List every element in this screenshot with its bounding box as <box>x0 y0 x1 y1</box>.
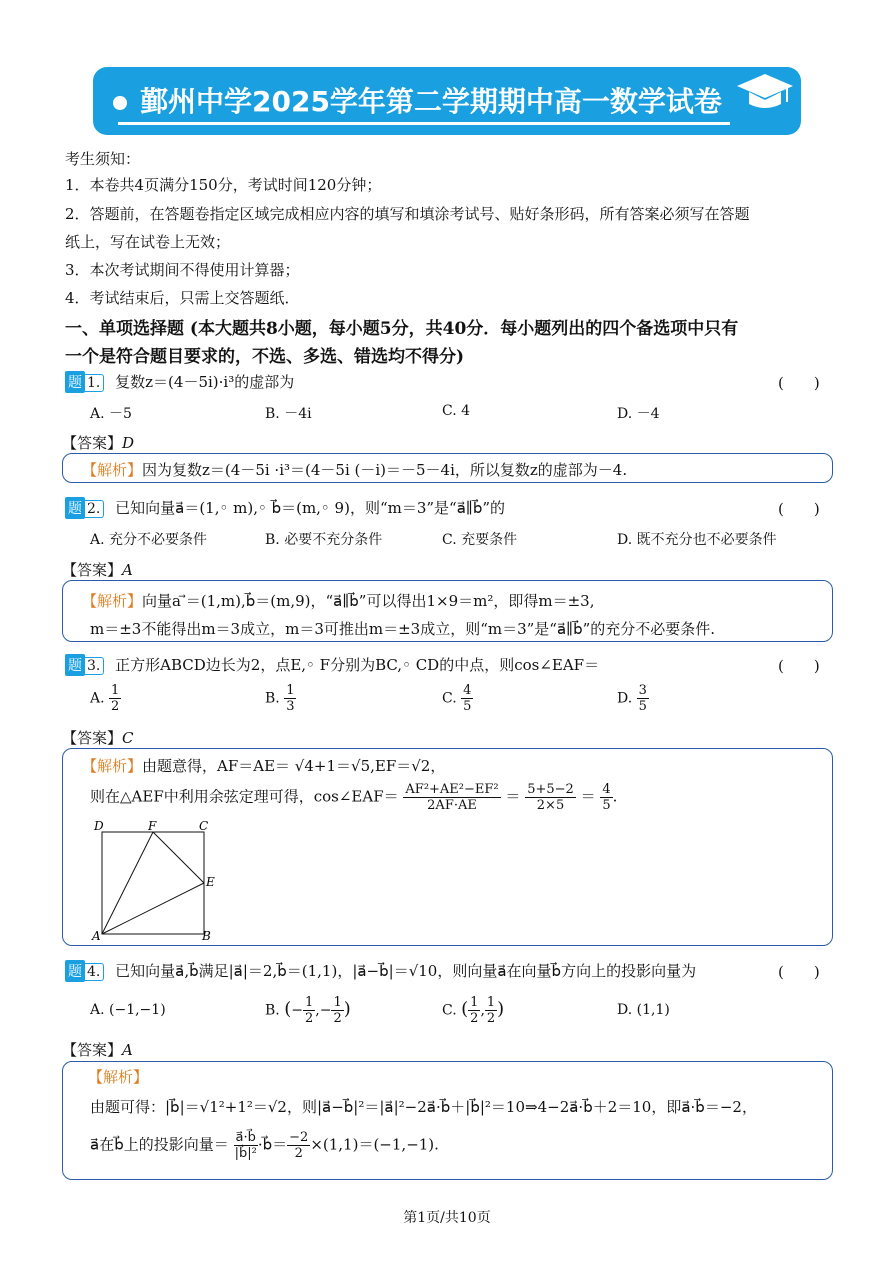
answer-label: 【答案】 <box>62 561 123 579</box>
graduation-cap-icon <box>735 70 795 116</box>
analysis-box <box>62 1061 833 1180</box>
question-badge: 题 <box>65 654 85 676</box>
analysis-label: 【解析】 <box>82 592 143 610</box>
page-title: 鄞州中学2025学年第二学期期中高一数学试卷 <box>140 85 722 118</box>
answer-paren: ( ) <box>778 374 820 392</box>
option-label: C. <box>442 1002 457 1019</box>
fraction-numerator: 4 <box>602 782 611 797</box>
answer-line <box>62 1039 133 1060</box>
analysis-text: 由题可得：|b⃗|＝√1²+1²＝√2，则|a⃗−b⃗|²＝|a⃗|²−2a⃗·b⃗＋|b⃗|²＝10⇒4−2a⃗·b⃗＋2＝10，即a⃗·b⃗＝−2， <box>90 1098 757 1116</box>
question-1 <box>65 371 294 393</box>
option-numerator: 1 <box>286 683 295 698</box>
notice-item: 纸上，写在试卷上无效； <box>65 233 231 251</box>
question-stem: 已知向量a⃗＝(1,◦ m),◦ b⃗＝(m,◦ 9)，则“m＝3”是“a⃗∥b⃗”的 <box>115 499 506 517</box>
question-badge: 题 <box>65 497 85 519</box>
notice-item: 3．本次考试期间不得使用计算器； <box>65 261 300 279</box>
fraction-denominator: |b⃗|² <box>234 1146 257 1161</box>
analysis-label: 【解析】 <box>82 461 143 479</box>
question-stem: 复数z＝(4－5i)·i³的虚部为 <box>115 373 295 391</box>
fraction-denominator: 2×5 <box>536 798 565 813</box>
fraction-denominator: 2 <box>294 1146 303 1161</box>
fraction-denominator: 2AF·AE <box>427 798 477 813</box>
option-d: D. －4 <box>617 406 660 422</box>
analysis-body: 由题意得，AF＝AE＝ √4+1＝√5,EF＝√2， <box>142 757 446 775</box>
notice-item: 1．本卷共4页满分150分，考试时间120分钟； <box>65 176 382 194</box>
banner-underline <box>118 122 730 125</box>
answer-paren: ( ) <box>778 963 820 981</box>
option-a <box>90 683 121 714</box>
question-badge: 题 <box>65 960 85 982</box>
answer-value: C <box>122 729 134 747</box>
analysis-formula <box>90 1130 439 1161</box>
label-c: C <box>199 819 209 833</box>
answer-label: 【答案】 <box>62 434 123 452</box>
label-f: F <box>148 819 157 833</box>
question-4 <box>65 960 696 982</box>
answer-label: 【答案】 <box>62 1041 123 1059</box>
analysis-text <box>82 755 445 776</box>
question-stem: 已知向量a⃗,b⃗满足|a⃗|＝2,b⃗＝(1,1)，|a⃗−b⃗|＝√10，则向量a⃗在向量b⃗方向上的投影向量为 <box>115 962 697 980</box>
answer-line <box>62 559 133 580</box>
banner-dot <box>113 96 127 110</box>
label-b: B <box>202 929 211 942</box>
formula-end: ×(1,1)＝(−1,−1). <box>310 1135 439 1154</box>
analysis-text <box>82 590 594 611</box>
option-numerator: 1 <box>111 683 120 698</box>
label-d: D <box>94 819 104 833</box>
option-label: D. <box>617 690 633 707</box>
question-badge: 题 <box>65 371 85 393</box>
option-b: B. －4i <box>265 406 312 422</box>
question-number: 4. <box>83 963 104 981</box>
label-e: E <box>206 875 215 889</box>
page-footer: 第1页/共10页 <box>403 1210 491 1226</box>
analysis-body: 向量a ⃗＝(1,m),b⃗＝(m,9)，“a⃗∥b⃗”可以得出1×9＝m²，即得m＝±3, <box>142 592 595 610</box>
analysis-label: 【解析】 <box>88 1068 149 1086</box>
option-denominator: 3 <box>286 699 295 714</box>
analysis-formula: 则在△AEF中利用余弦定理可得，cos∠EAF＝ $\frac{\text{AF²+AE²−EF²}}{2AF\cdot AE}$ ＝ $\frac{5+5-2}{2\times 5}$ ＝ $\frac{4}{5}$ . <box>90 782 618 813</box>
notice-item: 2．答题前，在答题卷指定区域完成相应内容的填写和填涂考试号、贴好条形码，所有答案必须写在答题 <box>65 205 750 223</box>
answer-paren: ( ) <box>778 657 820 675</box>
option-c <box>442 683 473 714</box>
answer-label: 【答案】 <box>62 729 123 747</box>
answer-value: A <box>122 1041 133 1059</box>
option-denominator: 5 <box>463 699 472 714</box>
formula-intro: 则在△AEF中利用余弦定理可得，cos∠EAF＝ <box>90 787 399 806</box>
question-stem: 正方形ABCD边长为2，点E,◦ F分别为BC,◦ CD的中点，则cos∠EAF＝ <box>115 656 600 674</box>
option-label: A. <box>90 690 105 707</box>
question-3 <box>65 654 599 676</box>
option-b: B. (− $\frac{1}{2}$ ,− $\frac{1}{2}$ ) <box>265 995 351 1026</box>
question-number: 2. <box>83 500 104 518</box>
analysis-text <box>82 459 627 480</box>
label-a: A <box>92 929 101 942</box>
square-figure <box>88 818 218 942</box>
option-b: B. 必要不充分条件 <box>265 532 383 548</box>
formula-intro: a⃗在b⃗上的投影向量＝ <box>90 1135 229 1154</box>
option-d: D. (1,1) <box>617 1002 670 1018</box>
section-heading-cont: 一个是符合题目要求的，不选、多选、错选均不得分) <box>65 347 465 367</box>
option-b <box>265 683 296 714</box>
analysis-text-cont: m＝±3不能得出m＝3成立，m＝3可推出m＝±3成立，则“m＝3”是“a⃗∥b⃗”的充分不必要条件. <box>90 620 716 638</box>
fraction-denominator: 5 <box>602 798 611 813</box>
analysis-body: 因为复数z＝(4－5i ·i³＝(4－5i (－i)＝－5－4i，所以复数z的虚部为－4. <box>142 461 628 479</box>
question-2 <box>65 497 505 519</box>
fraction-numerator: 5+5−2 <box>527 782 574 797</box>
option-d: D. 既不充分也不必要条件 <box>617 532 777 548</box>
option-denominator: 2 <box>111 699 120 714</box>
answer-line <box>62 432 134 453</box>
option-c: C. 充要条件 <box>442 532 518 548</box>
option-denominator: 5 <box>638 699 647 714</box>
option-numerator: 4 <box>463 683 472 698</box>
option-a: A. 充分不必要条件 <box>90 532 208 548</box>
option-c: C. 4 <box>442 403 471 419</box>
option-numerator: 3 <box>638 683 647 698</box>
option-label: C. <box>442 690 457 707</box>
fraction-numerator: a⃗·b⃗ <box>235 1130 256 1145</box>
answer-paren: ( ) <box>778 500 820 518</box>
question-number: 1. <box>83 374 104 392</box>
section-heading: 一、单项选择题 (本大题共8小题，每小题5分，共40分．每小题列出的四个备选项中只有 <box>65 319 739 339</box>
answer-line <box>62 727 134 748</box>
fraction-numerator: AF²+AE²−EF² <box>405 782 499 797</box>
option-c: C. ( $\frac{1}{2}$ , $\frac{1}{2}$ ) <box>442 995 505 1026</box>
question-number: 3. <box>83 657 104 675</box>
answer-value: A <box>122 561 133 579</box>
option-a: A. －5 <box>90 406 132 422</box>
notice-heading: 考生须知： <box>65 150 141 168</box>
option-d <box>617 683 649 714</box>
analysis-label: 【解析】 <box>82 757 143 775</box>
answer-value: D <box>122 434 135 452</box>
option-label: B. <box>265 1002 280 1019</box>
notice-item: 4．考试结束后，只需上交答题纸． <box>65 289 300 307</box>
option-label: B. <box>265 690 280 707</box>
option-a: A. (−1,−1) <box>90 1002 166 1018</box>
formula-mid: ·b⃗＝ <box>257 1135 288 1154</box>
analysis-label-line <box>88 1066 148 1087</box>
fraction-numerator: −2 <box>289 1130 309 1145</box>
